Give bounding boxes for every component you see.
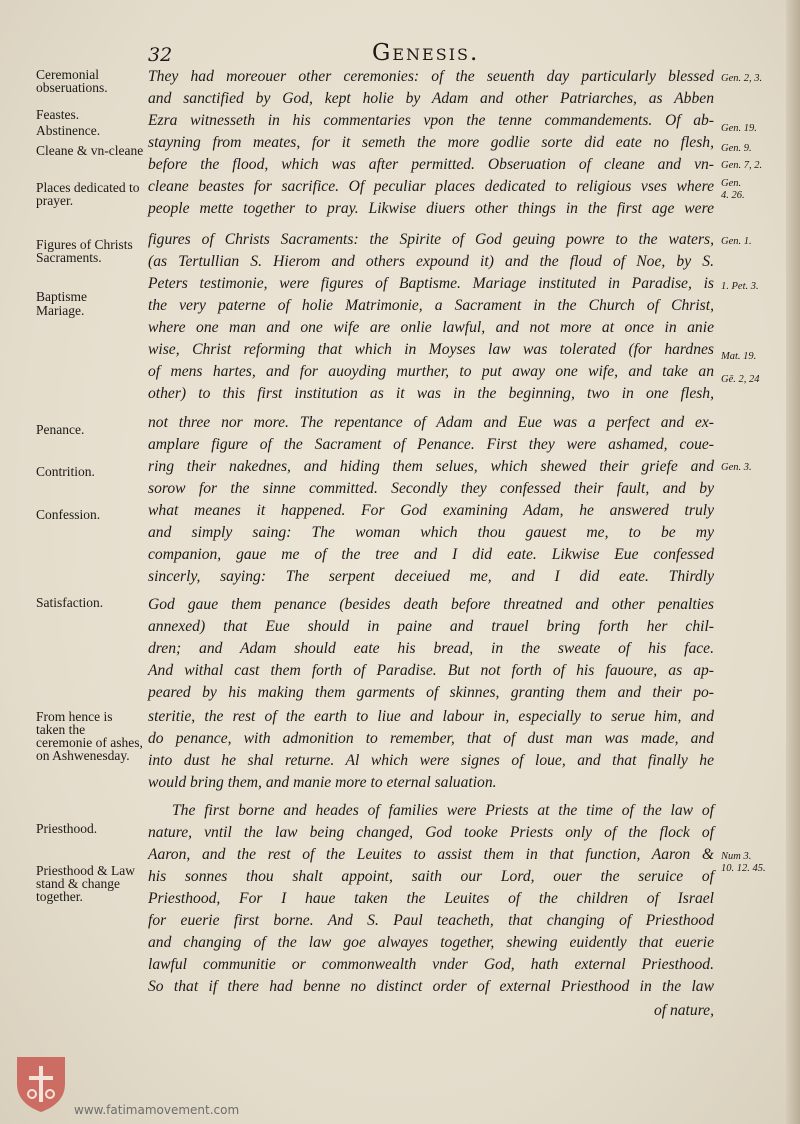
text-line: sorow for the sinne committed. Secondly they confessed their fault, and by — [148, 480, 714, 497]
text-line: other) to this first institution as it was in the beginning, two in one flesh, — [148, 385, 714, 402]
margin-note: Baptisme — [36, 289, 87, 304]
text-line: into dust he shal returne. Al which were signes of loue, and that finally he — [148, 752, 714, 769]
text-line: sincerly, saying: The serpent deceiued me, and I did eate. Thirdly — [148, 568, 714, 585]
page-number: 32 — [148, 44, 173, 66]
scripture-reference: Gen. 1. — [721, 236, 752, 247]
text-line: and simply saing: The woman which thou gauest me, to be my — [148, 524, 714, 541]
text-line: stayning from meates, for it semeth the more godlie sorte did eate no flesh, — [148, 134, 714, 151]
text-line: his sonnes thou shalt appoint, saith our Lord, ouer the seruice of — [148, 868, 714, 885]
text-line: lawful communitie or commonwealth vnder God, hath external Priesthood. — [148, 956, 714, 973]
margin-note: Satisfaction. — [36, 595, 104, 610]
text-line: They had moreouer other ceremonies: of the seuenth day particularly blessed — [148, 68, 714, 85]
margin-note: Penance. — [36, 422, 85, 437]
text-line: the very paterne of holie Matrimonie, a Sacrament in the Church of Christ, — [148, 297, 714, 314]
text-line: not three nor more. The repentance of Adam and Eue was a perfect and ex- — [148, 414, 714, 431]
site-url-link[interactable]: www.fatimamovement.com — [74, 1103, 240, 1117]
text-line: peared by his making them garments of skinnes, granting them and their po- — [148, 684, 714, 701]
scripture-reference: Gen. 4. 26. — [721, 178, 745, 201]
text-line: would bring them, and manie more to eternal saluation. — [148, 774, 497, 791]
scripture-reference: Gen. 2, 3. — [721, 73, 763, 84]
text-line: wise, Christ reforming that which in Moyses law was tolerated (for hardnes — [148, 341, 714, 358]
text-line: The first borne and heades of families were Priests at the time of the law of — [172, 802, 714, 819]
margin-note: Cleane & vn-cleane — [36, 143, 144, 158]
text-line: do penance, with admonition to remember, that of dust man was made, and — [148, 730, 714, 747]
text-line: steritie, the rest of the earth to liue and labour in, especially to serue him, and — [148, 708, 714, 725]
margin-note: Confession. — [36, 507, 101, 522]
text-line: and changing of the law goe alwayes together, shewing euidently that euerie — [148, 934, 714, 951]
scripture-reference: Mat. 19. — [721, 351, 757, 362]
margin-note: Feastes. — [36, 107, 80, 122]
scripture-reference: 1. Pet. 3. — [721, 281, 759, 292]
scripture-reference: Gē. 2, 24 — [721, 374, 760, 385]
scripture-reference: Gen. 7, 2. — [721, 160, 763, 171]
text-line: nature, vntil the law being changed, God tooke Priests only of the flock of — [148, 824, 714, 841]
text-line: So that if there had benne no distinct order of external Priesthood in the law — [148, 978, 714, 995]
margin-note: Abstinence. — [36, 123, 101, 138]
text-line: And withal cast them forth of Paradise. But not forth of his fauoure, as ap- — [148, 662, 714, 679]
fatima-shield-logo-icon — [14, 1054, 68, 1114]
text-line: Peters testimonie, were figures of Baptisme. Mariage instituted in Paradise, is — [148, 275, 714, 292]
text-line: ring their nakednes, and hiding them selues, which shewed their griefe and — [148, 458, 714, 475]
margin-note: Priesthood. — [36, 821, 98, 836]
text-line: of mens hartes, and for auoyding murther, to put away one wife, and take an — [148, 363, 714, 380]
text-line: cleane beastes for sacrifice. Of peculiar places dedicated to religious vses where — [148, 178, 714, 195]
margin-note: Ceremonial obseruations. — [36, 67, 108, 95]
margin-note: Priesthood & Law stand & change together. — [36, 863, 135, 904]
text-line: companion, gaue me of the tree and I did eate. Likwise Eue confessed — [148, 546, 714, 563]
scripture-reference: Gen. 9. — [721, 143, 752, 154]
text-line: of nature, — [653, 1002, 714, 1019]
margin-note: From hence is taken the ceremonie of ashes, on Ashwenesday. — [36, 709, 143, 763]
margin-note: Mariage. — [36, 303, 85, 318]
text-line: before the flood, which was after permitted. Obseruation of cleane and vn- — [148, 156, 714, 173]
text-line: dren; and Adam should eate his bread, in the sweate of his face. — [148, 640, 714, 657]
text-line: Ezra witnesseth in his commentaries vpon the tenne commandements. Of ab- — [148, 112, 714, 129]
text-line: for euerie first borne. And S. Paul teacheth, that changing of Priesthood — [148, 912, 714, 929]
text-line: what meanes it happened. For God examining Adam, he answered truly — [148, 502, 714, 519]
text-line: amplare figure of the Sacrament of Penance. First they were ashamed, coue- — [148, 436, 714, 453]
scripture-reference: Gen. 3. — [721, 462, 752, 473]
text-line: where one man and one wife are onlie lawful, and not more at once in anie — [148, 319, 714, 336]
text-line: God gaue them penance (besides death before threatned and other penalties — [148, 596, 714, 613]
text-line: Aaron, and the rest of the Leuites to assist them in that function, Aaron & — [148, 846, 714, 863]
page-spine-shadow — [786, 0, 800, 1124]
margin-note: Figures of Christs Sacraments. — [36, 237, 133, 265]
scripture-reference: Num 3. 10. 12. 45. — [721, 851, 766, 874]
text-line: annexed) that Eue should in paine and trauel bring forth her chil- — [148, 618, 714, 635]
text-line: Priesthood, For I haue taken the Leuites of the children of Israel — [148, 890, 714, 907]
text-line: figures of Christs Sacraments: the Spirite of God geuing powre to the waters, — [148, 231, 714, 248]
margin-note: Contrition. — [36, 464, 95, 479]
running-head: Genesis. — [372, 40, 480, 66]
margin-note: Places dedicated to prayer. — [36, 180, 140, 208]
scripture-reference: Gen. 19. — [721, 123, 757, 134]
text-line: (as Tertullian S. Hierom and others expound it) and the floud of Noe, by S. — [148, 253, 714, 270]
text-line: and sanctified by God, kept holie by Adam and other Patriarches, as Abben — [148, 90, 714, 107]
text-line: people mette together to pray. Likwise diuers other things in the first age were — [148, 200, 714, 217]
